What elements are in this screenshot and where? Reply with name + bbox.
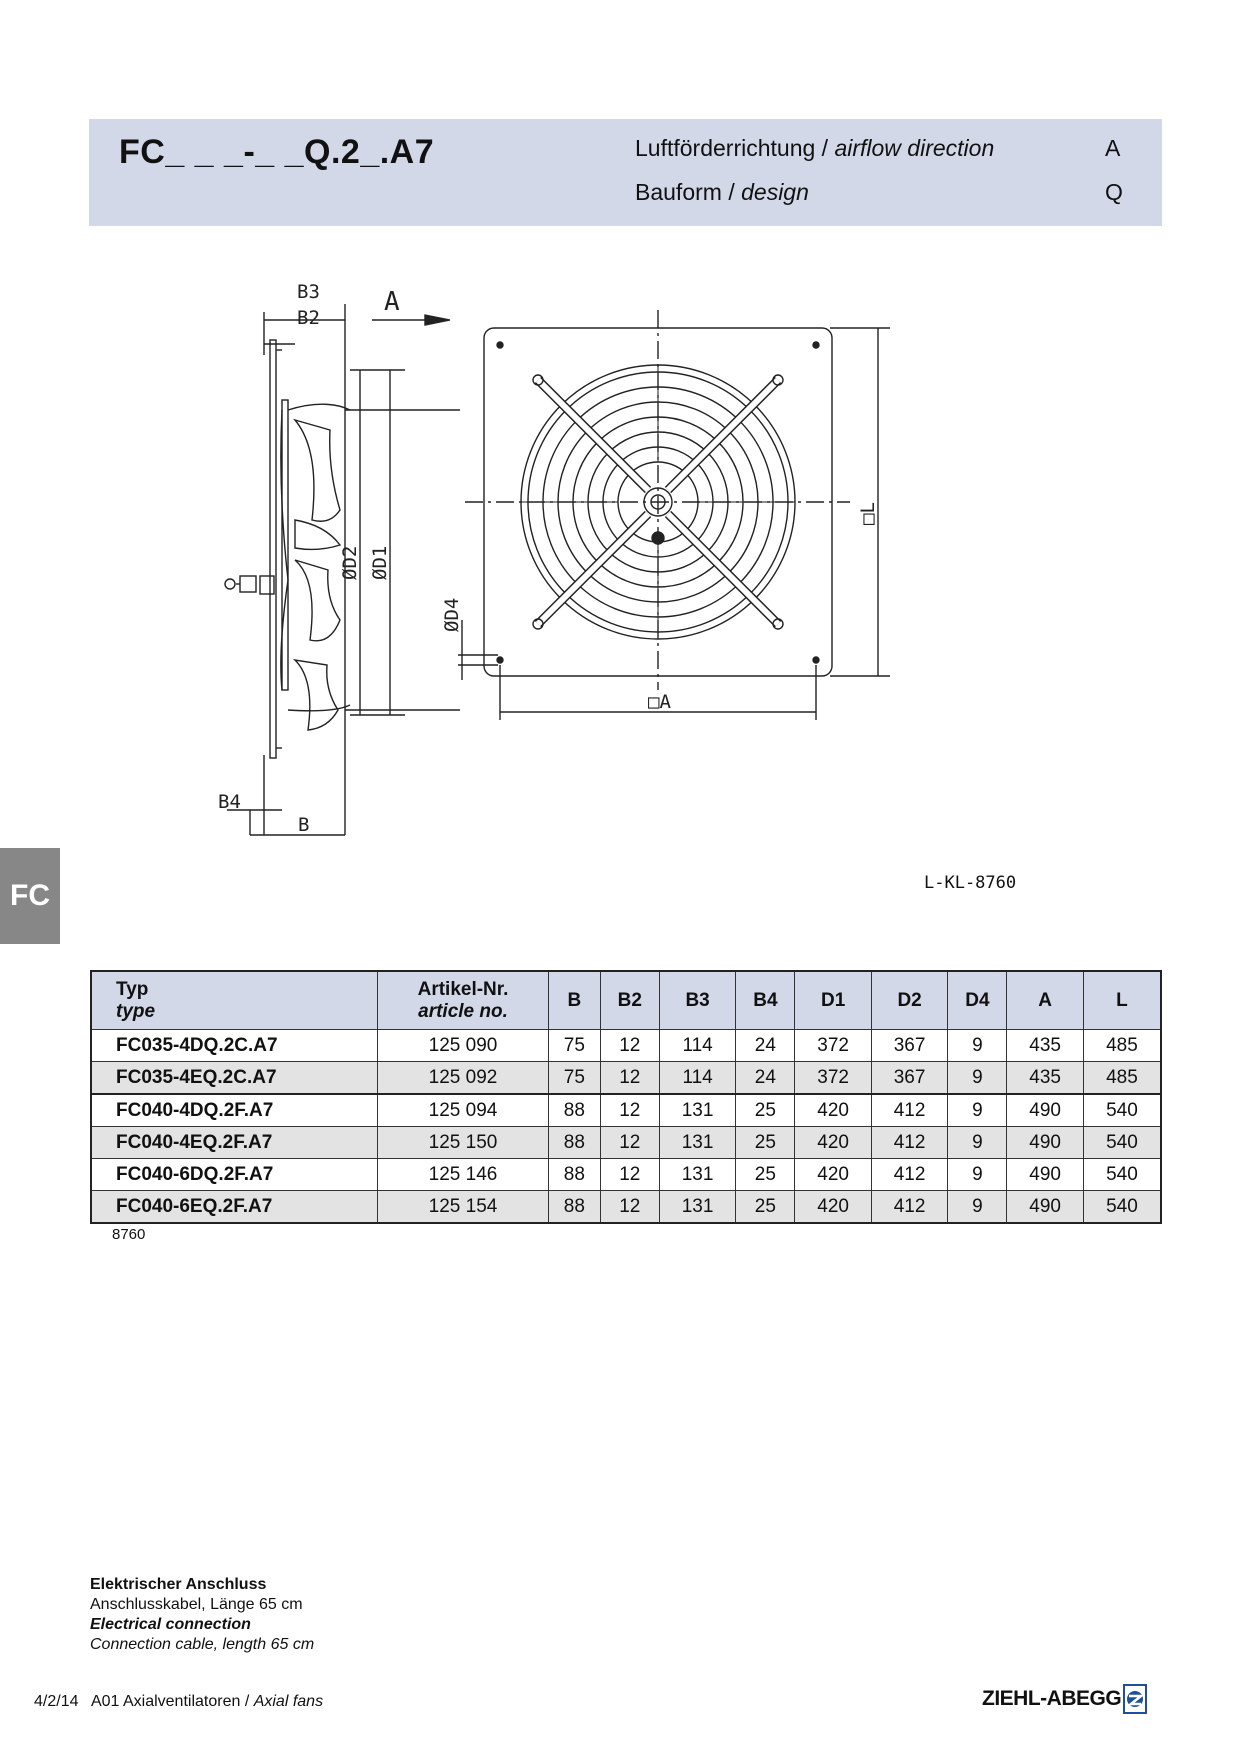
label-d1: ØD1 (369, 545, 391, 580)
cell: 114 (659, 1030, 735, 1062)
cell: 131 (659, 1094, 735, 1127)
cell-type: FC040-4DQ.2F.A7 (91, 1094, 378, 1127)
cell-type: FC035-4EQ.2C.A7 (91, 1062, 378, 1095)
cell: 372 (795, 1062, 871, 1095)
cell: 12 (600, 1094, 659, 1127)
cell: 420 (795, 1159, 871, 1191)
col-type: Typ type (91, 971, 378, 1030)
cell: 88 (549, 1094, 601, 1127)
footer-section: A01 Axialventilatoren / (90, 1693, 254, 1710)
header-band (89, 119, 1162, 226)
label-b: B (298, 814, 310, 836)
cell: 420 (795, 1127, 871, 1159)
brand-logo (982, 1684, 1147, 1714)
col-article: Artikel-Nr. article no. (378, 971, 549, 1030)
cell: 490 (1007, 1094, 1083, 1127)
table-row (91, 1159, 1161, 1191)
cell-type: FC040-4EQ.2F.A7 (91, 1127, 378, 1159)
col-b4: B4 (736, 971, 795, 1030)
label-arrow-a: A (384, 287, 400, 317)
cell-article: 125 150 (378, 1127, 549, 1159)
label-d4: ØD4 (441, 597, 463, 632)
design-value: Q (1105, 179, 1123, 205)
cell: 412 (871, 1159, 947, 1191)
cell-article: 125 092 (378, 1062, 549, 1095)
cell-type: FC040-6DQ.2F.A7 (91, 1159, 378, 1191)
cell: 420 (795, 1191, 871, 1224)
electrical-connection (90, 1575, 314, 1655)
col-b2: B2 (600, 971, 659, 1030)
model-code: FC_ _ _-_ _Q.2_.A7 (119, 133, 435, 171)
table-row (91, 1191, 1161, 1224)
col-b: B (549, 971, 601, 1030)
col-d2: D2 (871, 971, 947, 1030)
cell: 12 (600, 1062, 659, 1095)
cell: 412 (871, 1191, 947, 1224)
cell: 88 (549, 1191, 601, 1224)
cell: 9 (948, 1159, 1007, 1191)
cell: 412 (871, 1127, 947, 1159)
col-a: A (1007, 971, 1083, 1030)
cell: 540 (1083, 1159, 1161, 1191)
cell: 490 (1007, 1159, 1083, 1191)
cell: 12 (600, 1159, 659, 1191)
cell: 9 (948, 1030, 1007, 1062)
cell: 435 (1007, 1030, 1083, 1062)
technical-drawing (200, 280, 1020, 840)
col-d1: D1 (795, 971, 871, 1030)
cell: 24 (736, 1030, 795, 1062)
cell: 9 (948, 1191, 1007, 1224)
front-view (458, 310, 890, 720)
section-tab: FC (0, 848, 60, 944)
cell: 131 (659, 1159, 735, 1191)
electrical-text-en: Connection cable, length 65 cm (90, 1636, 315, 1653)
cell: 25 (736, 1094, 795, 1127)
page-footer (34, 1693, 323, 1711)
table-row (91, 1094, 1161, 1127)
cell: 490 (1007, 1127, 1083, 1159)
dimensions-table (90, 970, 1162, 1224)
cell: 485 (1083, 1062, 1161, 1095)
cell: 540 (1083, 1191, 1161, 1224)
airflow-direction-value: A (1105, 135, 1121, 161)
airflow-direction-label: Luftförderrichtung / airflow direction (635, 135, 995, 161)
footer-section-en: Axial fans (253, 1693, 324, 1710)
drawing-reference: L-KL-8760 (924, 873, 1017, 893)
table-row (91, 1127, 1161, 1159)
cell: 25 (736, 1191, 795, 1224)
cell: 367 (871, 1030, 947, 1062)
cell: 12 (600, 1127, 659, 1159)
cell: 490 (1007, 1191, 1083, 1224)
cell: 75 (549, 1062, 601, 1095)
label-b3: B3 (297, 281, 320, 303)
cell: 25 (736, 1127, 795, 1159)
cell: 131 (659, 1191, 735, 1224)
cell: 24 (736, 1062, 795, 1095)
cell: 12 (600, 1030, 659, 1062)
cell: 25 (736, 1159, 795, 1191)
electrical-text-de: Anschlusskabel, Länge 65 cm (90, 1596, 303, 1613)
cell: 9 (948, 1127, 1007, 1159)
cell-article: 125 094 (378, 1094, 549, 1127)
cell-type: FC035-4DQ.2C.A7 (91, 1030, 378, 1062)
electrical-title-en: Electrical connection (90, 1616, 251, 1633)
label-square-l: □L (857, 502, 879, 525)
cell-type: FC040-6EQ.2F.A7 (91, 1191, 378, 1224)
col-l: L (1083, 971, 1161, 1030)
cell: 435 (1007, 1062, 1083, 1095)
electrical-title-de: Elektrischer Anschluss (90, 1576, 267, 1593)
col-d4: D4 (948, 971, 1007, 1030)
cell: 114 (659, 1062, 735, 1095)
table-note: 8760 (112, 1226, 146, 1243)
col-b3: B3 (659, 971, 735, 1030)
cell: 9 (948, 1062, 1007, 1095)
cell: 9 (948, 1094, 1007, 1127)
brand-name: ZIEHL-ABEGG (982, 1687, 1122, 1710)
cell: 420 (795, 1094, 871, 1127)
label-b2: B2 (297, 307, 320, 329)
cell: 88 (549, 1159, 601, 1191)
cell: 88 (549, 1127, 601, 1159)
table-header-row (91, 971, 1161, 1030)
label-b4: B4 (218, 791, 241, 813)
brand-emblem-icon (1123, 1684, 1147, 1714)
cell: 485 (1083, 1030, 1161, 1062)
cell: 75 (549, 1030, 601, 1062)
cell: 12 (600, 1191, 659, 1224)
table-row (91, 1030, 1161, 1062)
cell: 412 (871, 1094, 947, 1127)
cell: 372 (795, 1030, 871, 1062)
cell-article: 125 146 (378, 1159, 549, 1191)
cell: 131 (659, 1127, 735, 1159)
label-square-a: □A (648, 691, 671, 713)
label-d2: ØD2 (339, 545, 361, 580)
table-row (91, 1062, 1161, 1095)
cell-article: 125 154 (378, 1191, 549, 1224)
cell: 540 (1083, 1127, 1161, 1159)
cell: 367 (871, 1062, 947, 1095)
footer-date: 4/2/14 (34, 1693, 79, 1710)
cell-article: 125 090 (378, 1030, 549, 1062)
cell: 540 (1083, 1094, 1161, 1127)
design-label: Bauform / design (635, 179, 809, 205)
